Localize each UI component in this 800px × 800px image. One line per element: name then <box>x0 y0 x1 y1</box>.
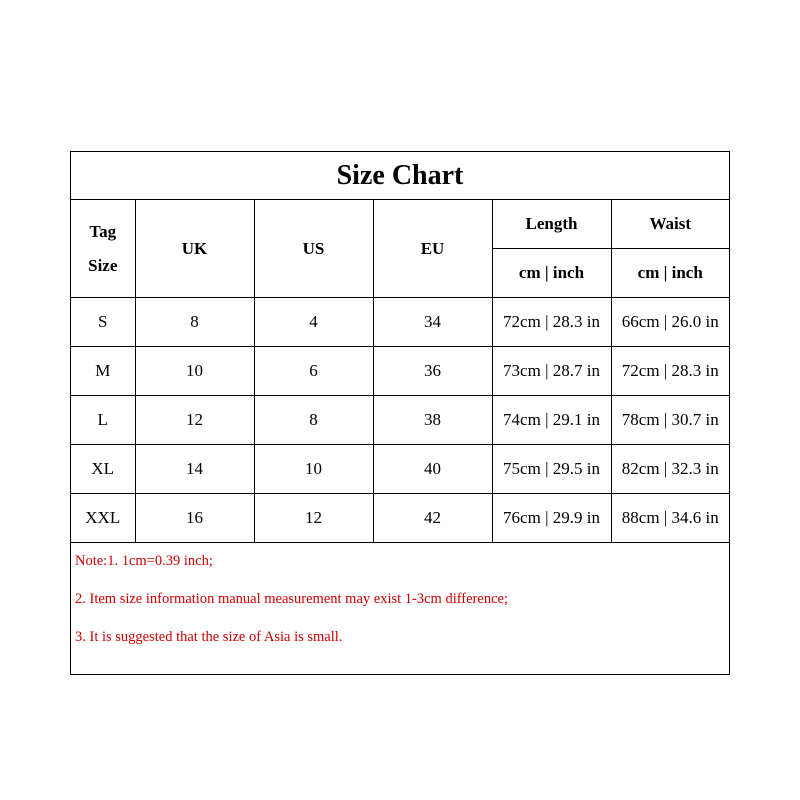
header-length: Length <box>492 200 611 249</box>
header-row <box>71 200 729 249</box>
cell-uk: 10 <box>135 347 254 396</box>
cell-uk: 14 <box>135 445 254 494</box>
header-waist-unit: cm | inch <box>611 249 729 298</box>
cell-tag: XXL <box>71 494 135 543</box>
cell-length: 76cm | 29.9 in <box>492 494 611 543</box>
cell-tag: M <box>71 347 135 396</box>
size-chart <box>70 151 730 675</box>
cell-uk: 8 <box>135 298 254 347</box>
header-tag-size-line1: Tag <box>89 221 117 241</box>
header-uk: UK <box>135 200 254 298</box>
cell-uk: 12 <box>135 396 254 445</box>
table-row <box>71 396 729 445</box>
cell-tag: XL <box>71 445 135 494</box>
cell-us: 8 <box>254 396 373 445</box>
cell-us: 10 <box>254 445 373 494</box>
notes-section <box>75 542 725 656</box>
header-us: US <box>254 200 373 298</box>
cell-us: 4 <box>254 298 373 347</box>
note-2: 2. Item size information manual measurement may exist 1-3cm difference; <box>75 591 508 607</box>
cell-length: 75cm | 29.5 in <box>492 445 611 494</box>
header-length-unit: cm | inch <box>492 249 611 298</box>
header-tag-size <box>71 200 135 298</box>
cell-eu: 38 <box>373 396 492 445</box>
cell-eu: 42 <box>373 494 492 543</box>
cell-uk: 16 <box>135 494 254 543</box>
cell-eu: 36 <box>373 347 492 396</box>
cell-us: 12 <box>254 494 373 543</box>
cell-waist: 66cm | 26.0 in <box>611 298 729 347</box>
cell-waist: 72cm | 28.3 in <box>611 347 729 396</box>
cell-tag: S <box>71 298 135 347</box>
cell-tag: L <box>71 396 135 445</box>
note-3: 3. It is suggested that the size of Asia is small. <box>75 629 343 645</box>
cell-length: 74cm | 29.1 in <box>492 396 611 445</box>
cell-waist: 88cm | 34.6 in <box>611 494 729 543</box>
note-1: Note:1. 1cm=0.39 inch; <box>75 553 213 569</box>
cell-eu: 34 <box>373 298 492 347</box>
chart-title: Size Chart <box>71 152 729 200</box>
header-waist: Waist <box>611 200 729 249</box>
cell-waist: 82cm | 32.3 in <box>611 445 729 494</box>
header-tag-size-line2: Size <box>88 255 118 275</box>
size-table <box>71 200 729 543</box>
cell-length: 73cm | 28.7 in <box>492 347 611 396</box>
table-row <box>71 494 729 543</box>
table-row <box>71 445 729 494</box>
header-eu: EU <box>373 200 492 298</box>
cell-waist: 78cm | 30.7 in <box>611 396 729 445</box>
table-row <box>71 298 729 347</box>
cell-us: 6 <box>254 347 373 396</box>
cell-eu: 40 <box>373 445 492 494</box>
table-row <box>71 347 729 396</box>
cell-length: 72cm | 28.3 in <box>492 298 611 347</box>
